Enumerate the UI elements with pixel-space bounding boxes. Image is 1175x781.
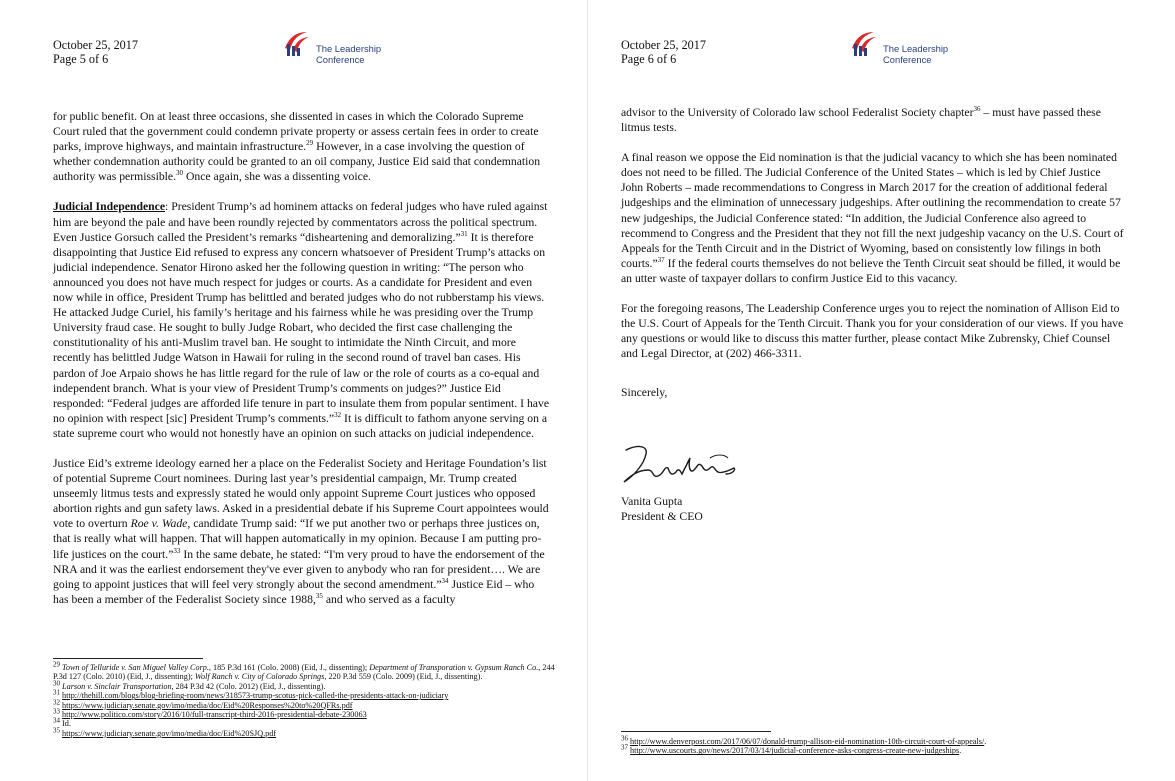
- footnote-30: $^{30}$ Larson v. Sinclair Transportation, 284 P.3d 42 (Colo. 2012) (Eid, J., dissenting).: [53, 679, 326, 691]
- signature-icon: [618, 440, 748, 490]
- closing: Sincerely,: [621, 386, 668, 400]
- leadership-conference-logo-icon: [848, 28, 882, 62]
- footnote-ref-37: 37: [657, 255, 665, 264]
- leadership-conference-logo: [281, 28, 431, 68]
- footnote-31: $^{31}$ http://thehill.com/blogs/blog-briefing-room/news/318573-trump-scotus-pick-called-the-presidents-attack-on-judiciary: [53, 688, 449, 701]
- leadership-conference-logo-icon: [281, 28, 315, 62]
- section-heading: Judicial Independence: [53, 200, 166, 214]
- paragraph-conclusion: For the foregoing reasons, The Leadership Conference urges you to reject the nomination of Allison Eid to the U.S. Court of Appeals for the Tenth Circuit. Thank you for your consideration of our views. If you have any questions or would like to discuss this matter further, please contact Mike Zubrensky, Chief Counsel and Legal Director, at (202) 466-3311.: [621, 302, 1124, 361]
- footnote-ref-35: 35: [315, 591, 323, 600]
- header-date: October 25, 2017: [621, 38, 706, 52]
- header-page-number: Page 6 of 6: [621, 52, 677, 66]
- paragraph-advisor: advisor to the University of Colorado law school Federalist Society chapter$^{36}$ – must have passed these litmus tests.: [621, 105, 1101, 135]
- footnote-ref-34: 34: [441, 576, 449, 585]
- logo-wordmark: The Leadership Conference: [883, 43, 949, 65]
- footnote-33: $^{33}$ http://www.politico.com/story/2016/10/full-transcript-third-2016-presidential-debate-230063: [53, 707, 367, 720]
- footnote-29: $^{29}$ Town of Telluride v. San Miguel Valley Corp., 185 P.3d 161 (Colo. 2008) (Eid, J., dissenting); Department of Transporation v. Gypsum Ranch Co., 244 P.3d 127 (Colo. 2010) (Eid, J., dissenting); Wolf Ranch v. City of Colorado Springs, 220 P.3d 559 (Colo. 2009) (Eid, J., dissenting).: [53, 660, 555, 682]
- footnote-ref-32: 32: [334, 410, 342, 419]
- leadership-conference-logo: [848, 28, 998, 68]
- footnote-link-37[interactable]: http://www.uscourts.gov/news/2017/03/14/judicial-conference-asks-congress-create-new-judgeships: [630, 746, 960, 756]
- signature-block: [621, 494, 703, 524]
- paragraph-ideology: Justice Eid’s extreme ideology earned her a place on the Federalist Society and Heritage Foundation’s list of potential Supreme Court nominees. During last year’s presidential campaign, Mr. Trump created unseemly litmus tests and expressly stated he would only appoint Supreme Court justices who opposed abortion rights and gun safety laws. Asked in a presidential debate if his Supreme Court appointees would vote to overturn Roe v. Wade, candidate Trump said: “If we put another two or perhaps three justices on, that is really what will happen. That will happen automatically in my opinion. Because I am putting pro-life justices on the court.”$^{33}$ In the same debate, he stated: “I'm very proud to have the endorsement of the NRA and it was the earliest endorsement they've ever given to anybody who ran for president…. We are going to appoint justices that will feel very strongly about the second amendment.”$^{34}$ Justice Eid – who has been a member of the Federalist Society since 1988,35 and who served as a faculty: [53, 456, 549, 606]
- paragraph-eminent-domain: for public benefit. On at least three occasions, she dissented in cases in which the Colorado Supreme Court ruled that the government could condemn private property or assess certain fees in order to create parks, improve highways, and maintain infrastructure.$^{29}$ However, in a case involving the question of whether condemnation authority could be granted to an oil company, Justice Eid said that condemnation authority was permissible.$^{30}$ Once again, she was a dissenting voice.: [53, 110, 541, 184]
- footnote-link-31[interactable]: http://thehill.com/blogs/blog-briefing-room/news/318573-trump-scotus-pick-called-the-presidents-attack-on-judiciary: [62, 691, 449, 701]
- header-page-number: Page 5 of 6: [53, 52, 109, 66]
- footnote-rule: [53, 658, 203, 659]
- footnote-rule: [621, 731, 771, 732]
- footnote-ref-29: 29: [306, 139, 314, 148]
- logo-wordmark: The Leadership Conference: [316, 43, 382, 65]
- paragraph-vacancy: A final reason we oppose the Eid nomination is that the judicial vacancy to which she has been nominated does not need to be filled. The Judicial Conference of the United States – which is led by Chief Justice John Roberts – made recommendations to Congress in March 2017 for the creation of additional federal judgeships and the elimination of unnecessary judgeships. After outlining the recommendation to create 57 new judgeships, the Judicial Conference stated: “In addition, the Judicial Conference also agreed to recommend to Congress and the President that they not fill the next judgeship vacancy on the U.S. Court of Appeals for the Tenth Circuit and in the District of Wyoming, based on consistently low filings in both courts.”$^{37}$ If the federal courts themselves do not believe the Tenth Circuit seat should be filled, it would be an utter waste of taxpayer dollars to confirm Justice Eid to this vacancy.: [621, 151, 1124, 285]
- footnote-34: $^{34}$ Id.: [53, 716, 71, 729]
- footnotes: [53, 660, 565, 738]
- footnote-link-32[interactable]: https://www.judiciary.senate.gov/imo/media/doc/Eid%20Responses%20to%20QFRs.pdf: [62, 700, 353, 710]
- footnote-ref-36: 36: [973, 105, 981, 114]
- footnote-32: $^{32}$ https://www.judiciary.senate.gov/imo/media/doc/Eid%20Responses%20to%20QFRs.pdf: [53, 697, 353, 710]
- footnotes: [621, 734, 1151, 756]
- footnote-35: $^{35}$ https://www.judiciary.senate.gov/imo/media/doc/Eid%20SJQ.pdf: [53, 726, 277, 738]
- footnote-ref-33: 33: [173, 546, 181, 555]
- document-page-5: [0, 0, 587, 781]
- footnote-36: $^{36}$ http://www.denverpost.com/2017/06/07/donald-trump-allison-eid-nomination-10th-circuit-court-of-appeals/.: [621, 734, 987, 746]
- footnote-ref-31: 31: [460, 229, 468, 238]
- footnote-37: $^{37}$ http://www.uscourts.gov/news/2017/03/14/judicial-conference-asks-congress-create-new-judgeships.: [621, 743, 962, 756]
- page-header: [53, 38, 138, 66]
- header-date: October 25, 2017: [53, 38, 138, 52]
- signer-name: Vanita Gupta: [621, 495, 683, 508]
- footnote-link-35[interactable]: https://www.judiciary.senate.gov/imo/media/doc/Eid%20SJQ.pdf: [62, 728, 277, 738]
- document-page-6: [588, 0, 1175, 781]
- footnote-ref-30: 30: [176, 169, 184, 178]
- signer-title: President & CEO: [621, 510, 703, 523]
- footnote-link-33[interactable]: http://www.politico.com/story/2016/10/full-transcript-third-2016-presidential-debate-230063: [62, 710, 367, 720]
- body-text: [53, 109, 550, 607]
- footnote-link-36[interactable]: http://www.denverpost.com/2017/06/07/donald-trump-allison-eid-nomination-10th-circuit-court-of-appeals/: [630, 737, 985, 746]
- page-header: [621, 38, 706, 66]
- paragraph-judicial-independence: Judicial Independence: President Trump’s ad hominem attacks on federal judges who have ruled against him are beyond the pale and have been roundly rejected by commentators across the political spectrum. Even Justice Gorsuch called the President’s remarks “disheartening and demoralizing.”$^{31}$ It is therefore disappointing that Justice Eid refused to express any concern whatsoever of President Trump’s attacks on judicial independence. Senator Hirono asked her the following question in writing: “The person who announced you does not have much respect for judges or courts. As a candidate for President and even now while in office, President Trump has belittled and berated judges who do not rubberstamp his views. He attacked Judge Curiel, his family’s heritage and his fairness while he was presiding over the Trump University fraud case. He sought to bully Judge Robart, who decided the first case challenging the constitutionality of his anti-Muslim travel ban. He sought to intimidate the Ninth Circuit, and more recently has belittled Judge Watson in Hawaii for ruling in the second round of travel ban cases. His pardon of Joe Arpaio shows he has little regard for the rule of law or the role of courts as a co-equal and independent branch. What is your view of President Trump’s comments on judges?” Justice Eid responded: “Federal judges are afforded life tenure in part to insulate them from popular sentiment. I have no opinion with respect [sic] President Trump’s comments.”$^{32}$ It is difficult to fathom anyone serving on a state supreme court who would not honestly have an opinion on such attacks on judicial independence.: [53, 200, 550, 440]
- body-text: [621, 105, 1124, 401]
